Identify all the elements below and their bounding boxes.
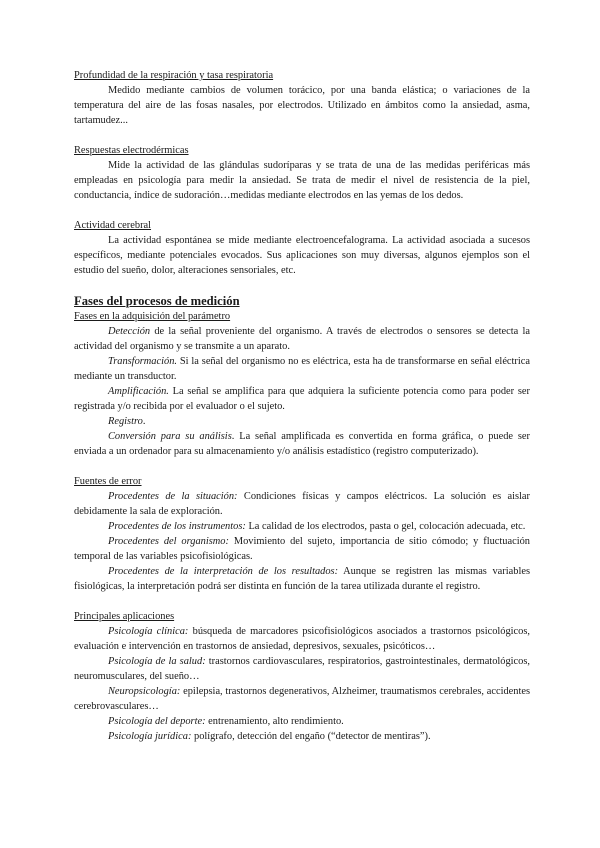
paragraph-respiracion: Medido mediante cambios de volumen torácico, por una banda elástica; o variaciones de la temperatura del aire de las fosas nasales, por electrodos. Utilizado en ámbitos como la ansiedad, asma, tartamudez...: [74, 85, 530, 126]
term: Procedentes de los instrumentos:: [108, 521, 246, 532]
item-fuente-interpretacion: [74, 564, 530, 594]
text: Condiciones físicas y campos eléctricos. La solución es aislar debidamente la sala de exploración.: [74, 491, 530, 517]
document-page: [74, 68, 530, 744]
term: Amplificación.: [108, 386, 169, 397]
text: epilepsia, trastornos degenerativos, Alzheimer, traumatismos cerebrales, accidentes cerebrovasculares…: [74, 686, 530, 712]
text: . La señal amplificada es convertida en forma gráfica, o puede ser enviada a un ordenador para su almacenamiento y/o análisis estadístico (registro computerizado).: [74, 431, 531, 457]
term: Procedentes de la interpretación de los resultados:: [108, 566, 339, 577]
item-fuente-situacion: [74, 489, 530, 519]
text: trastornos cardiovasculares, respiratorios, gastrointestinales, dermatológicos, neuromusculares, del sueño…: [74, 656, 530, 682]
text: Aunque se registren las mismas variables fisiológicas, la interpretación podrá ser distinta en función de la tarea utilizada durante el registro.: [74, 566, 530, 592]
heading-electrodermicas: Respuestas electrodérmicas: [74, 145, 189, 156]
term: Neuropsicología:: [108, 686, 181, 697]
text: La señal se amplifica para que adquiera la suficiente potencia como para poder ser registrada y/o recibida por el evaluador o el sujeto.: [74, 386, 530, 412]
term: Procedentes del organismo:: [108, 536, 229, 547]
term: Psicología del deporte:: [108, 716, 206, 727]
item-psicologia-clinica: [74, 624, 530, 654]
text: polígrafo, detección del engaño (“detector de mentiras”).: [191, 731, 431, 742]
item-deteccion: [74, 324, 530, 354]
subheading-fases-adquisicion: Fases en la adquisición del parámetro: [74, 311, 231, 322]
term: Detección: [108, 326, 151, 337]
text: La calidad de los electrodos, pasta o gel, colocación adecuada, etc.: [245, 521, 526, 532]
heading-fases-medicion: Fases del procesos de medición: [74, 294, 240, 308]
item-conversion: [74, 429, 530, 459]
item-amplificacion: [74, 384, 530, 414]
item-fuente-organismo: [74, 534, 530, 564]
term: Conversión para su análisis: [108, 431, 232, 442]
text: búsqueda de marcadores psicofisiológicos asociados a trastornos psicológicos, evaluación e intervención en trastornos de ansiedad, depresivos, sexuales, psicóticos…: [74, 626, 531, 652]
text: entrenamiento, alto rendimiento.: [205, 716, 344, 727]
item-psicologia-deporte: [74, 714, 530, 729]
item-psicologia-juridica: [74, 729, 530, 744]
term: Psicología jurídica:: [108, 731, 192, 742]
item-transformacion: [74, 354, 530, 384]
term: Psicología de la salud:: [108, 656, 206, 667]
text: Movimiento del sujeto, importancia de sitio cómodo; y fluctuación temporal de las variables psicofisiológicas.: [74, 536, 530, 562]
heading-fuentes-error: Fuentes de error: [74, 476, 142, 487]
paragraph-electrodermicas: Mide la actividad de las glándulas sudoríparas y se trata de una de las medidas periféricas más empleadas en psicología para medir la ansiedad. Se trata de medir el nivel de resistencia de la piel, conductancia, índice de sudoración…medidas mediante electrodos en las yemas de los dedos.: [74, 160, 530, 201]
heading-respiracion: Profundidad de la respiración y tasa respiratoria: [74, 70, 274, 81]
paragraph-actividad-cerebral: La actividad espontánea se mide mediante electroencefalograma. La actividad asociada a sucesos específicos, mediante potenciales evocados. Sus aplicaciones son muy diversas, algunos ejemplos son el estudio del sueño, dolor, alteraciones sensoriales, etc.: [74, 235, 530, 276]
term: Registro: [108, 416, 143, 427]
heading-aplicaciones: Principales aplicaciones: [74, 611, 175, 622]
item-fuente-instrumentos: [74, 519, 530, 534]
term: Procedentes de la situación:: [108, 491, 238, 502]
item-psicologia-salud: [74, 654, 530, 684]
text: Si la señal del organismo no es eléctrica, esta ha de transformarse en señal eléctrica mediante un transductor.: [74, 356, 530, 382]
item-registro: [74, 414, 530, 429]
term: Transformación.: [108, 356, 177, 367]
item-neuropsicologia: [74, 684, 530, 714]
heading-actividad-cerebral: Actividad cerebral: [74, 220, 152, 231]
text: .: [142, 416, 146, 427]
text: de la señal proveniente del organismo. A través de electrodos o sensores se detecta la actividad del organismo y se transmite a un aparato.: [74, 326, 530, 352]
term: Psicología clínica:: [108, 626, 189, 637]
